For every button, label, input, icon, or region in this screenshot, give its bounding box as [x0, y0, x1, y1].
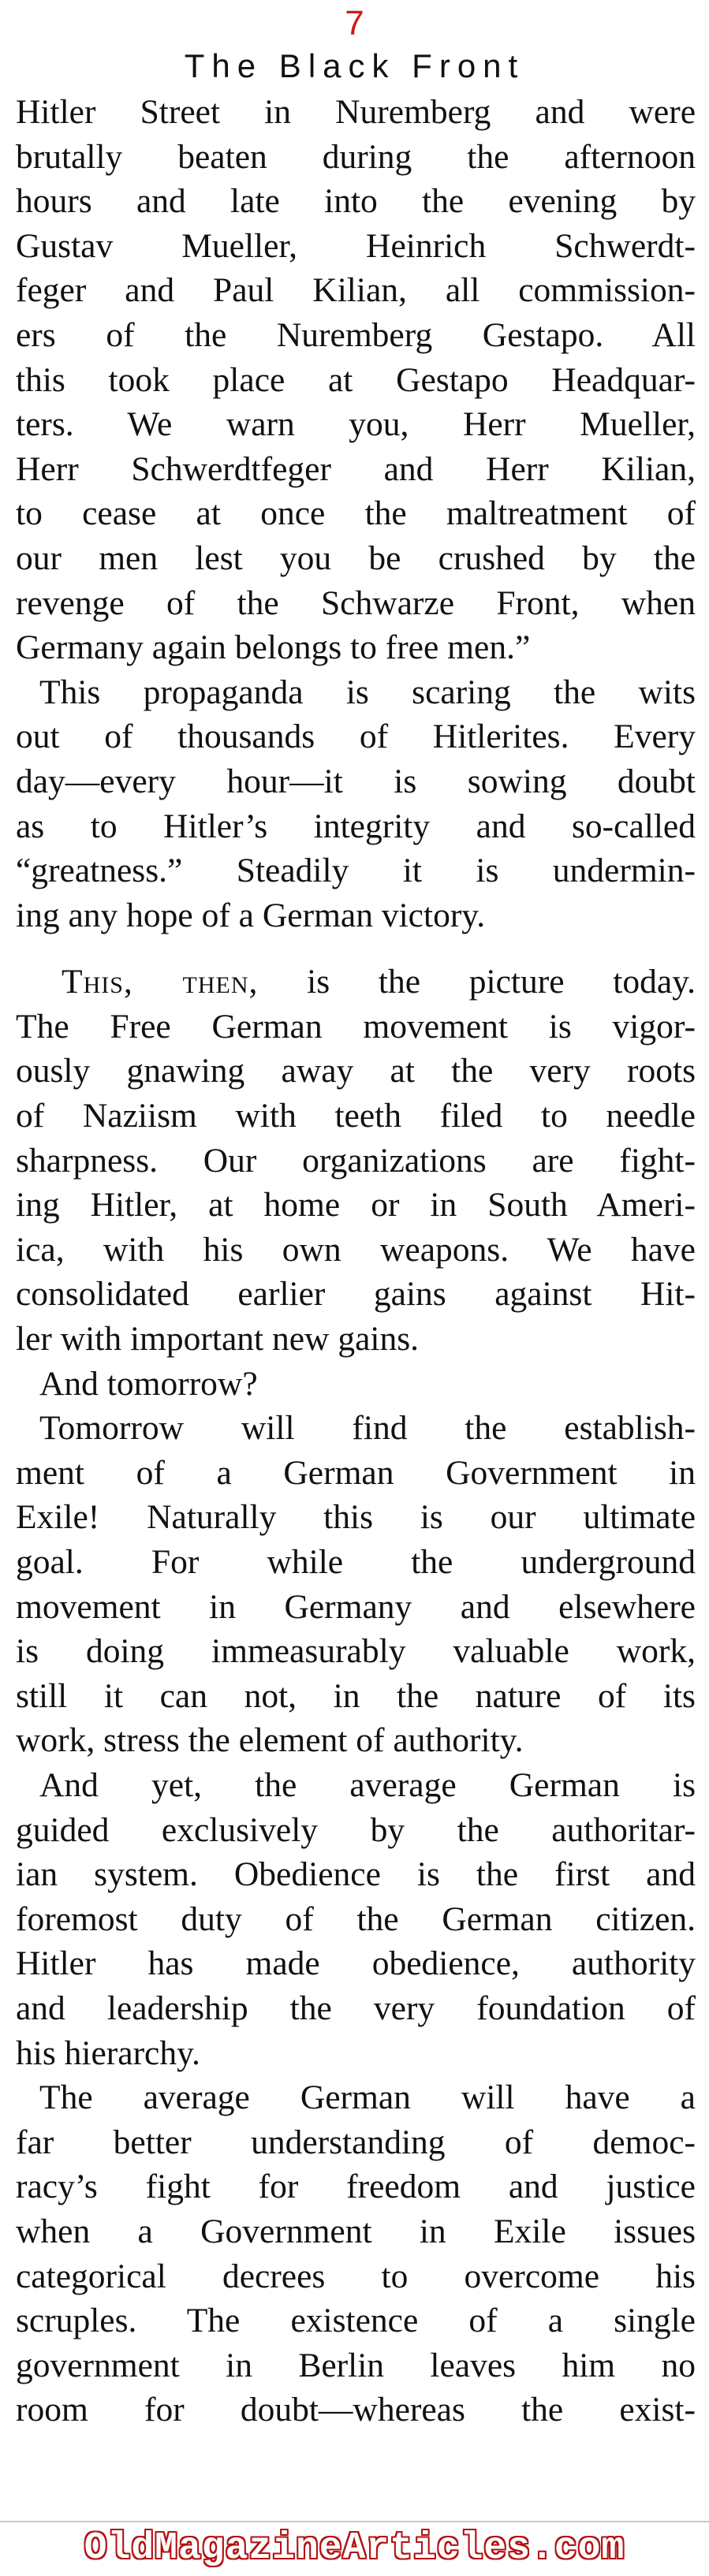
paragraph-obedience — [16, 1763, 696, 2075]
text-line: Tomorrow will find the establish- — [39, 1409, 696, 1448]
text-line: “greatness.” Steadily it is undermin- — [16, 852, 696, 890]
text-line: scruples. The existence of a single — [16, 2302, 696, 2340]
article-body — [16, 90, 696, 2432]
text-line: of Naziism with teeth filed to needle — [16, 1097, 696, 1135]
text-line: when a Government in Exile issues — [16, 2212, 696, 2250]
text-line: Herr Schwerdtfeger and Herr Kilian, — [16, 449, 696, 488]
text-line: is doing immeasurably valuable work, — [16, 1632, 696, 1671]
text-line: Germany again belongs to free men.” — [16, 628, 531, 667]
footer-banner — [0, 2521, 709, 2576]
text-line: ica, with his own weapons. We have — [16, 1230, 696, 1269]
paragraph-and-tomorrow — [16, 1362, 696, 1407]
text-line: Gustav Mueller, Heinrich Schwerdt- — [16, 226, 696, 265]
text-line: ment of a German Government in — [16, 1453, 696, 1492]
text-line: work, stress the element of authority. — [16, 1721, 524, 1760]
text-line: ers of the Nuremberg Gestapo. All — [16, 315, 696, 354]
text-line: ously gnawing away at the very roots — [16, 1052, 696, 1090]
text-line: ler with important new gains. — [16, 1320, 420, 1359]
text-line: categorical decrees to overcome his — [16, 2257, 696, 2295]
text-line: consolidated earlier gains against Hit- — [16, 1275, 696, 1314]
text-line: feger and Paul Kilian, all commission- — [16, 271, 696, 310]
text-line: this took place at Gestapo Headquar- — [16, 360, 696, 399]
text-line: government in Berlin leaves him no — [16, 2346, 696, 2384]
text-line: foremost duty of the German citizen. — [16, 1899, 696, 1938]
text-line: and leadership the very foundation of — [16, 1989, 696, 2027]
text-line: still it can not, in the nature of its — [16, 1676, 696, 1715]
small-caps-lead-in: This, then, — [62, 963, 259, 1001]
text-line: The average German will have a — [39, 2078, 696, 2117]
text-line: our men lest you be crushed by the — [16, 539, 696, 577]
text-line: to cease at once the maltreatment of — [16, 494, 696, 533]
text-line: ters. We warn you, Herr Mueller, — [16, 405, 696, 444]
text-line: And yet, the average German is — [39, 1765, 696, 1804]
paragraph-propaganda — [16, 670, 696, 938]
text-line: This propaganda is scaring the wits — [39, 673, 696, 711]
text-line: revenge of the Schwarze Front, when — [16, 583, 696, 622]
text-line: guided exclusively by the authoritar- — [16, 1810, 696, 1849]
text-line: ing any hope of a German victory. — [16, 896, 486, 934]
paragraph-quoted-warning — [16, 90, 696, 670]
text-line: The Free German movement is vigor- — [16, 1007, 696, 1046]
text-line: hours and late into the evening by — [16, 182, 696, 221]
paragraph-average-german — [16, 2075, 696, 2432]
text-line — [16, 960, 696, 1005]
text-line: day—every hour—it is sowing doubt — [16, 762, 696, 800]
text-line: as to Hitler’s integrity and so-called — [16, 807, 696, 845]
text-line: Exile! Naturally this is our ultimate — [16, 1498, 696, 1537]
text-line: brutally beaten during the afternoon — [16, 137, 696, 176]
paragraph-government-in-exile — [16, 1406, 696, 1763]
text-line: movement in Germany and elsewhere — [16, 1587, 696, 1626]
text-line: Hitler Street in Nuremberg and were — [16, 93, 696, 131]
text-line: far better understanding of democ- — [16, 2123, 696, 2161]
text-line: his hierarchy. — [16, 2034, 200, 2072]
text-line: ing Hitler, at home or in South Ameri- — [16, 1186, 696, 1225]
text-line: Hitler has made obedience, authority — [16, 1944, 696, 1983]
site-logo[interactable]: OldMagazineArticles.com — [84, 2527, 625, 2570]
running-title: The Black Front — [184, 47, 525, 84]
text-line: ian system. Obedience is the first and — [16, 1855, 696, 1894]
page-number: 7 — [345, 4, 364, 43]
text-line: room for doubt—whereas the exist- — [16, 2391, 696, 2429]
text-line: racy’s fight for freedom and justice — [16, 2168, 696, 2206]
text-line: out of thousands of Hitlerites. Every — [16, 718, 696, 756]
paragraph-picture-today — [16, 960, 696, 1361]
lead-line-rest: is the picture today. — [258, 963, 696, 1001]
text-line: goal. For while the underground — [16, 1543, 696, 1581]
section-break — [16, 938, 696, 960]
text-line: sharpness. Our organizations are fight- — [16, 1141, 696, 1180]
text-line: And tomorrow? — [39, 1364, 258, 1403]
